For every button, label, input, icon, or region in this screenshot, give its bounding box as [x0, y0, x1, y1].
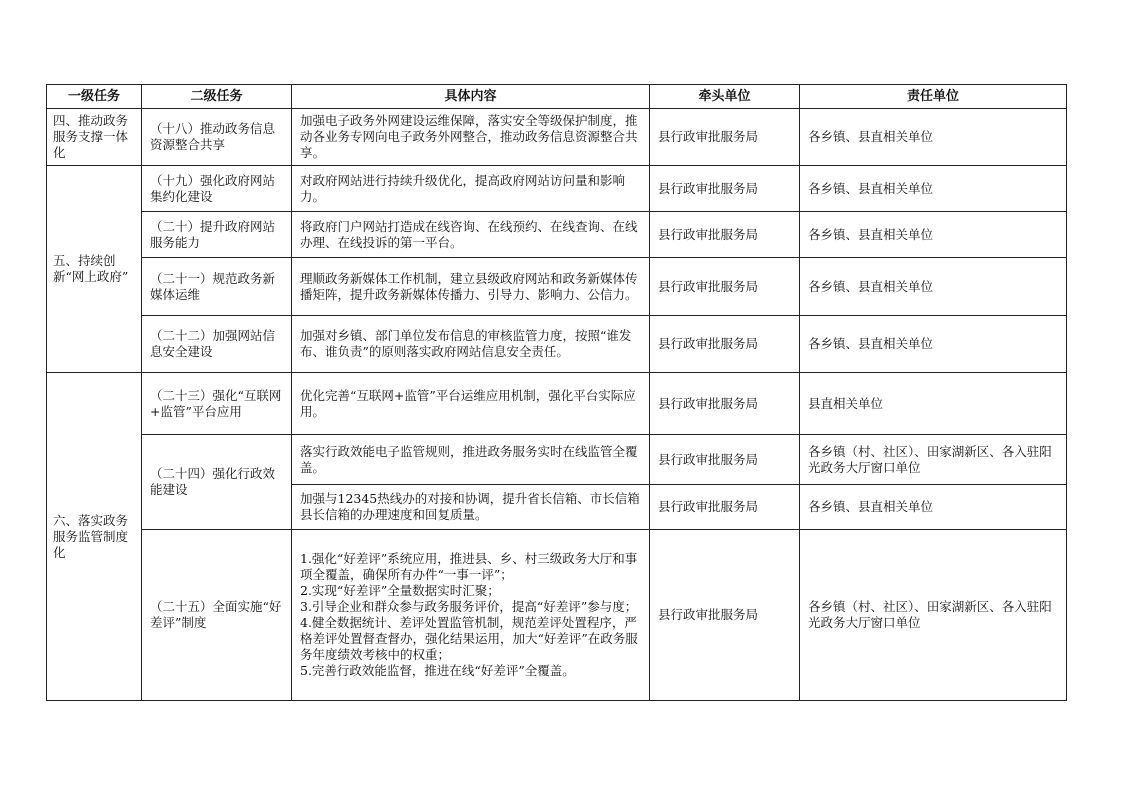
list-item: 1.强化“好差评”系统应用，推进县、乡、村三级政务大厅和事项全覆盖，确保所有办件“一事一评”； [300, 551, 638, 582]
lead-unit: 县行政审批服务局 [650, 316, 800, 373]
responsible-unit: 各乡镇、县直相关单位 [800, 166, 1067, 212]
responsible-unit: 各乡镇、县直相关单位 [800, 212, 1067, 258]
table-header [47, 85, 1067, 109]
responsible-unit: 各乡镇、县直相关单位 [800, 485, 1067, 530]
level2-task: （二十）提升政府网站服务能力 [142, 212, 292, 258]
level2-task: （二十五）全面实施“好差评”制度 [142, 530, 292, 701]
list-item: 2.实现“好差评”全量数据实时汇聚； [300, 583, 500, 598]
responsible-unit: 各乡镇、县直相关单位 [800, 258, 1067, 316]
header-level1: 一级任务 [47, 85, 142, 109]
lead-unit: 县行政审批服务局 [650, 166, 800, 212]
table-body [47, 109, 1067, 701]
header-level2: 二级任务 [142, 85, 292, 109]
table-row [47, 435, 1067, 485]
level1-task: 五、持续创新“网上政府” [47, 166, 142, 373]
lead-unit: 县行政审批服务局 [650, 485, 800, 530]
level2-task: （二十三）强化“互联网+监管”平台应用 [142, 373, 292, 435]
task-detail: 将政府门户网站打造成在线咨询、在线预约、在线查询、在线办理、在线投诉的第一平台。 [292, 212, 650, 258]
task-detail: 加强对乡镇、部门单位发布信息的审核监管力度，按照“谁发布、谁负责”的原则落实政府网站信息安全责任。 [292, 316, 650, 373]
responsible-unit: 各乡镇（村、社区）、田家湖新区、各入驻阳光政务大厅窗口单位 [800, 435, 1067, 485]
table-row [47, 258, 1067, 316]
lead-unit: 县行政审批服务局 [650, 258, 800, 316]
task-detail: 加强电子政务外网建设运维保障，落实安全等级保护制度，推动各业务专网向电子政务外网整合，推动政务信息资源整合共享。 [292, 109, 650, 166]
table-row [47, 212, 1067, 258]
header-responsible-unit: 责任单位 [800, 85, 1067, 109]
level2-task: （十九）强化政府网站集约化建设 [142, 166, 292, 212]
task-detail: 优化完善“互联网+监管”平台运维应用机制，强化平台实际应用。 [292, 373, 650, 435]
header-row [47, 85, 1067, 109]
task-detail: 理顺政务新媒体工作机制，建立县级政府网站和政务新媒体传播矩阵，提升政务新媒体传播力、引导力、影响力、公信力。 [292, 258, 650, 316]
header-detail: 具体内容 [292, 85, 650, 109]
task-detail: 对政府网站进行持续升级优化，提高政府网站访问量和影响力。 [292, 166, 650, 212]
level2-task: （二十四）强化行政效能建设 [142, 435, 292, 530]
task-table [46, 84, 1067, 701]
table-row [47, 530, 1067, 701]
responsible-unit: 各乡镇（村、社区）、田家湖新区、各入驻阳光政务大厅窗口单位 [800, 530, 1067, 701]
level2-task: （二十二）加强网站信息安全建设 [142, 316, 292, 373]
level2-task: （二十一）规范政务新媒体运维 [142, 258, 292, 316]
lead-unit: 县行政审批服务局 [650, 373, 800, 435]
level2-task: （十八）推动政务信息资源整合共享 [142, 109, 292, 166]
lead-unit: 县行政审批服务局 [650, 109, 800, 166]
table-row [47, 316, 1067, 373]
header-lead-unit: 牵头单位 [650, 85, 800, 109]
lead-unit: 县行政审批服务局 [650, 435, 800, 485]
responsible-unit: 各乡镇、县直相关单位 [800, 316, 1067, 373]
table-row [47, 109, 1067, 166]
lead-unit: 县行政审批服务局 [650, 530, 800, 701]
responsible-unit: 各乡镇、县直相关单位 [800, 109, 1067, 166]
table-row [47, 166, 1067, 212]
detail-list [300, 551, 641, 679]
level1-task: 四、推动政务服务支撑一体化 [47, 109, 142, 166]
level1-task: 六、落实政务服务监管制度化 [47, 373, 142, 701]
task-detail: 加强与12345热线办的对接和协调，提升省长信箱、市长信箱县长信箱的办理速度和回复质量。 [292, 485, 650, 530]
list-item: 5.完善行政效能监督，推进在线“好差评”全覆盖。 [300, 663, 575, 678]
lead-unit: 县行政审批服务局 [650, 212, 800, 258]
list-item: 4.健全数据统计、差评处置监管机制，规范差评处置程序，严格差评处置督查督办，强化结果运用，加大“好差评”在政务服务年度绩效考核中的权重； [300, 615, 638, 662]
list-item: 3.引导企业和群众参与政务服务评价，提高“好差评”参与度； [300, 599, 638, 614]
task-detail [292, 530, 650, 701]
table-row [47, 373, 1067, 435]
responsible-unit: 县直相关单位 [800, 373, 1067, 435]
task-detail: 落实行政效能电子监管规则，推进政务服务实时在线监管全覆盖。 [292, 435, 650, 485]
